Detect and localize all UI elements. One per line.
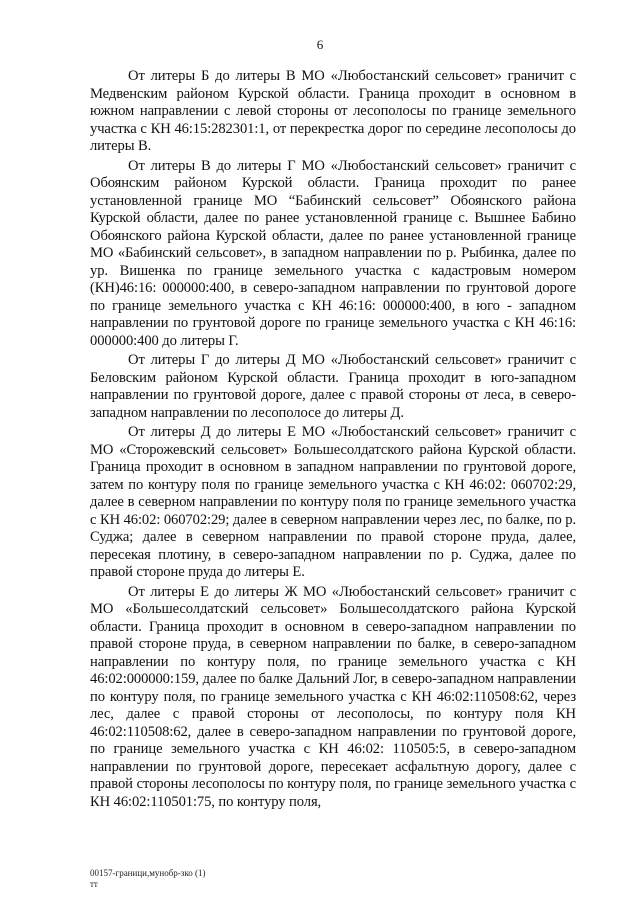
paragraph-g-d: От литеры Г до литеры Д МО «Любостанский сельсовет» граничит с Беловским районом Курской области. Граница проходит в юго-западном направлении по грунтовой дороге, далее с правой стороны от леса, в северо-западном направлении по лесополосе до литеры Д. [90, 352, 576, 421]
paragraph-v-g: От литеры В до литеры Г МО «Любостанский сельсовет» граничит с Обоянским районом Курской области. Граница проходит по ранее установленной границе МО “Бабинский сельсовет” Обоянского района Курской области, далее по ранее установленной границе с. Вышнее Бабино Обоянского района Курской области, далее по ранее установленной границе МО «Бабинский сельсовет», в западном направлении по р. Рыбинка, далее по ур. Вишенка по границе земельного участка с кадастровым номером (КН)46:16: 000000:400, в северо-западном направлении по грунтовой дороге по границе земельного участка с КН 46:16: 000000:400, в юго - западном направлении по грунтовой дороге по границе земельного участка с КН 46:16: 000000:400 до литеры Г. [90, 157, 576, 349]
page-number: 6 [316, 37, 324, 52]
footer-filename: 00157-граници,мунобр-зко (1) [90, 868, 206, 878]
paragraph-e-zh: От литеры Е до литеры Ж МО «Любостанский сельсовет» граничит с МО «Большесолдатский сельсовет» Большесолдатского района Курской области. Граница проходит в основном в северо-западном направлении по правой стороне пруда, в северном направлении по балке, в северо-западном направлении по контуру поля, по границе земельного участка с КН 46:02:000000:159, далее по балке Дальний Лог, в северо-западном направлении по контуру поля, по границе земельного участка с КН 46:02:110508:62, через лес, далее с правой стороны от лесополосы, по контуру поля КН 46:02:110508:62, далее в северо-западном направлении по грунтовой дороге, по границе земельного участка с КН 46:02: 110505:5, в северо-западном направлении по грунтовой дороге, пересекает асфальтную дорогу, далее с правой стороны лесополосы по контуру поля, по границе земельного участка с КН 46:02:110501:75, по контуру поля, [90, 583, 576, 810]
footer-code: тт [90, 879, 98, 889]
footer [90, 868, 206, 890]
paragraph-b-v: От литеры Б до литеры В МО «Любостанский сельсовет» граничит с Медвенским районом Курской области. Граница проходит в основном в южном направлении с левой стороны от лесополосы по границе земельного участка с КН 46:15:282301:1, от перекрестка дорог по середине лесополосы до литеры В. [90, 68, 576, 154]
document-body [90, 68, 576, 813]
paragraph-d-e: От литеры Д до литеры Е МО «Любостанский сельсовет» граничит с МО «Сторожевский сельсовет» Большесолдатского района Курской области. Граница проходит в основном в западном направлении по грунтовой дороге, затем по контуру поля по границе земельного участка с КН 46:02: 060702:29, далее в северном направлении по контуру поля по границе земельного участка с КН 46:02: 060702:29; далее в северном направлении через лес, по балке, по р. Суджа; далее в северном направлении по правой стороне пруда, далее, пересекая плотину, в северо-западном направлении по р. Суджа, далее по правой стороне пруда до литеры Е. [90, 424, 576, 580]
